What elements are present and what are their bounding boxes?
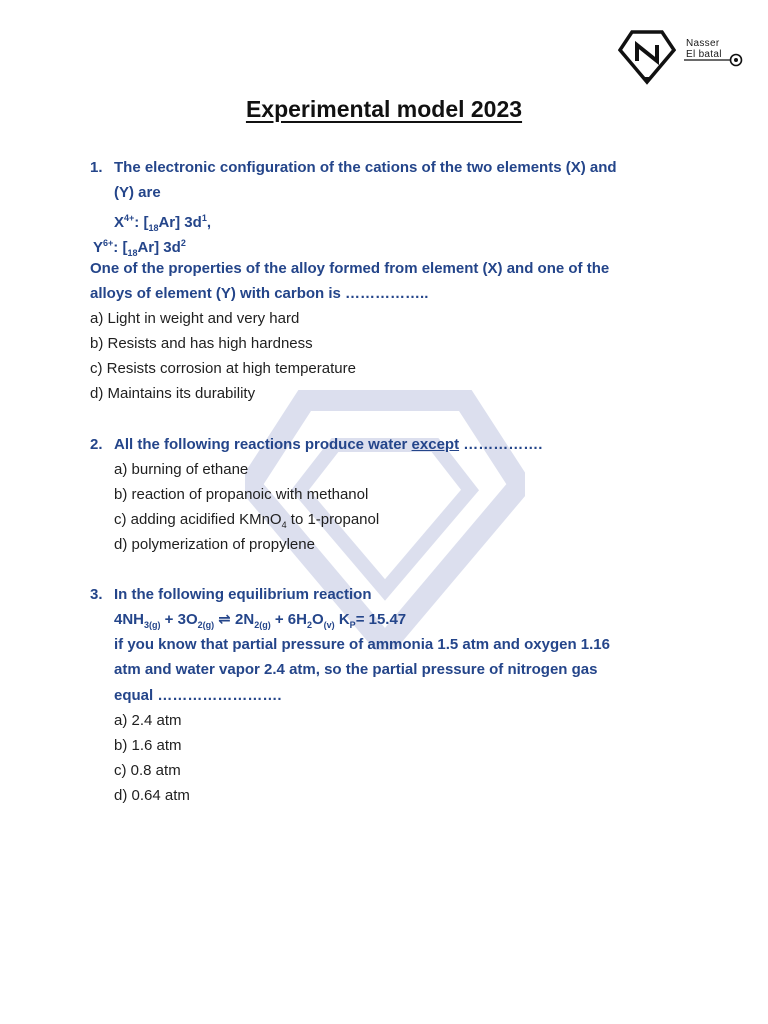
q1-y-config: $Y^{6+}$: $[_{18}Ar]$ $3d^2$ bbox=[93, 238, 186, 258]
q3-option-b: b) 1.6 atm bbox=[114, 737, 182, 754]
q1-option-b: b) Resists and has high hardness bbox=[90, 335, 313, 352]
q3-stem-cont: atm and water vapor 2.4 atm, so the partial pressure of nitrogen gas bbox=[114, 661, 598, 678]
q3-option-a: a) 2.4 atm bbox=[114, 712, 182, 729]
q1-option-d: d) Maintains its durability bbox=[90, 385, 256, 402]
q3-option-d: d) 0.64 atm bbox=[114, 787, 190, 804]
page-title: Experimental model 2023 bbox=[245, 96, 523, 122]
q3-stem: if you know that partial pressure of ammonia 1.5 atm and oxygen 1.16 bbox=[114, 636, 610, 653]
q1-question-cont: (Y) are bbox=[114, 184, 161, 201]
q1-stem-cont: alloys of element (Y) with carbon is …………….. bbox=[90, 285, 429, 302]
q1-stem: One of the properties of the alloy formed from element (X) and one of the bbox=[90, 260, 610, 277]
q3-equation: $4NH_{3(g)} + 3O_{2(g)}$ ⇌ $2N_{2(g)} + 6H_2O_{(v)}$ $K_P= 15.47$ bbox=[114, 611, 407, 630]
brand-logo bbox=[618, 28, 758, 86]
q2-option-c: c) adding acidified KMnO$_4$ to 1-propanol bbox=[114, 511, 380, 530]
q2-question: 2. All the following reactions produce water except ……………. bbox=[90, 436, 543, 453]
q2-option-a: a) burning of ethane bbox=[114, 461, 249, 478]
q1-question: 1. The electronic configuration of the cations of the two elements (X) and bbox=[90, 159, 617, 176]
target-dot-icon bbox=[684, 52, 744, 68]
q2-option-d: d) polymerization of propylene bbox=[114, 536, 315, 553]
q3-option-c: c) 0.8 atm bbox=[114, 762, 181, 779]
q1-x-config: $X^{4+}$: $[_{18}Ar]$ $3d^1$, bbox=[114, 213, 211, 233]
q3-question: 3. In the following equilibrium reaction bbox=[90, 586, 372, 603]
brand-name: Nasser El batal bbox=[686, 38, 722, 60]
q2-option-b: b) reaction of propanoic with methanol bbox=[114, 486, 369, 503]
q1-option-c: c) Resists corrosion at high temperature bbox=[90, 360, 356, 377]
q3-stem-end: equal ……………………. bbox=[114, 687, 282, 704]
q1-option-a: a) Light in weight and very hard bbox=[90, 310, 300, 327]
diamond-n-icon bbox=[618, 28, 676, 86]
